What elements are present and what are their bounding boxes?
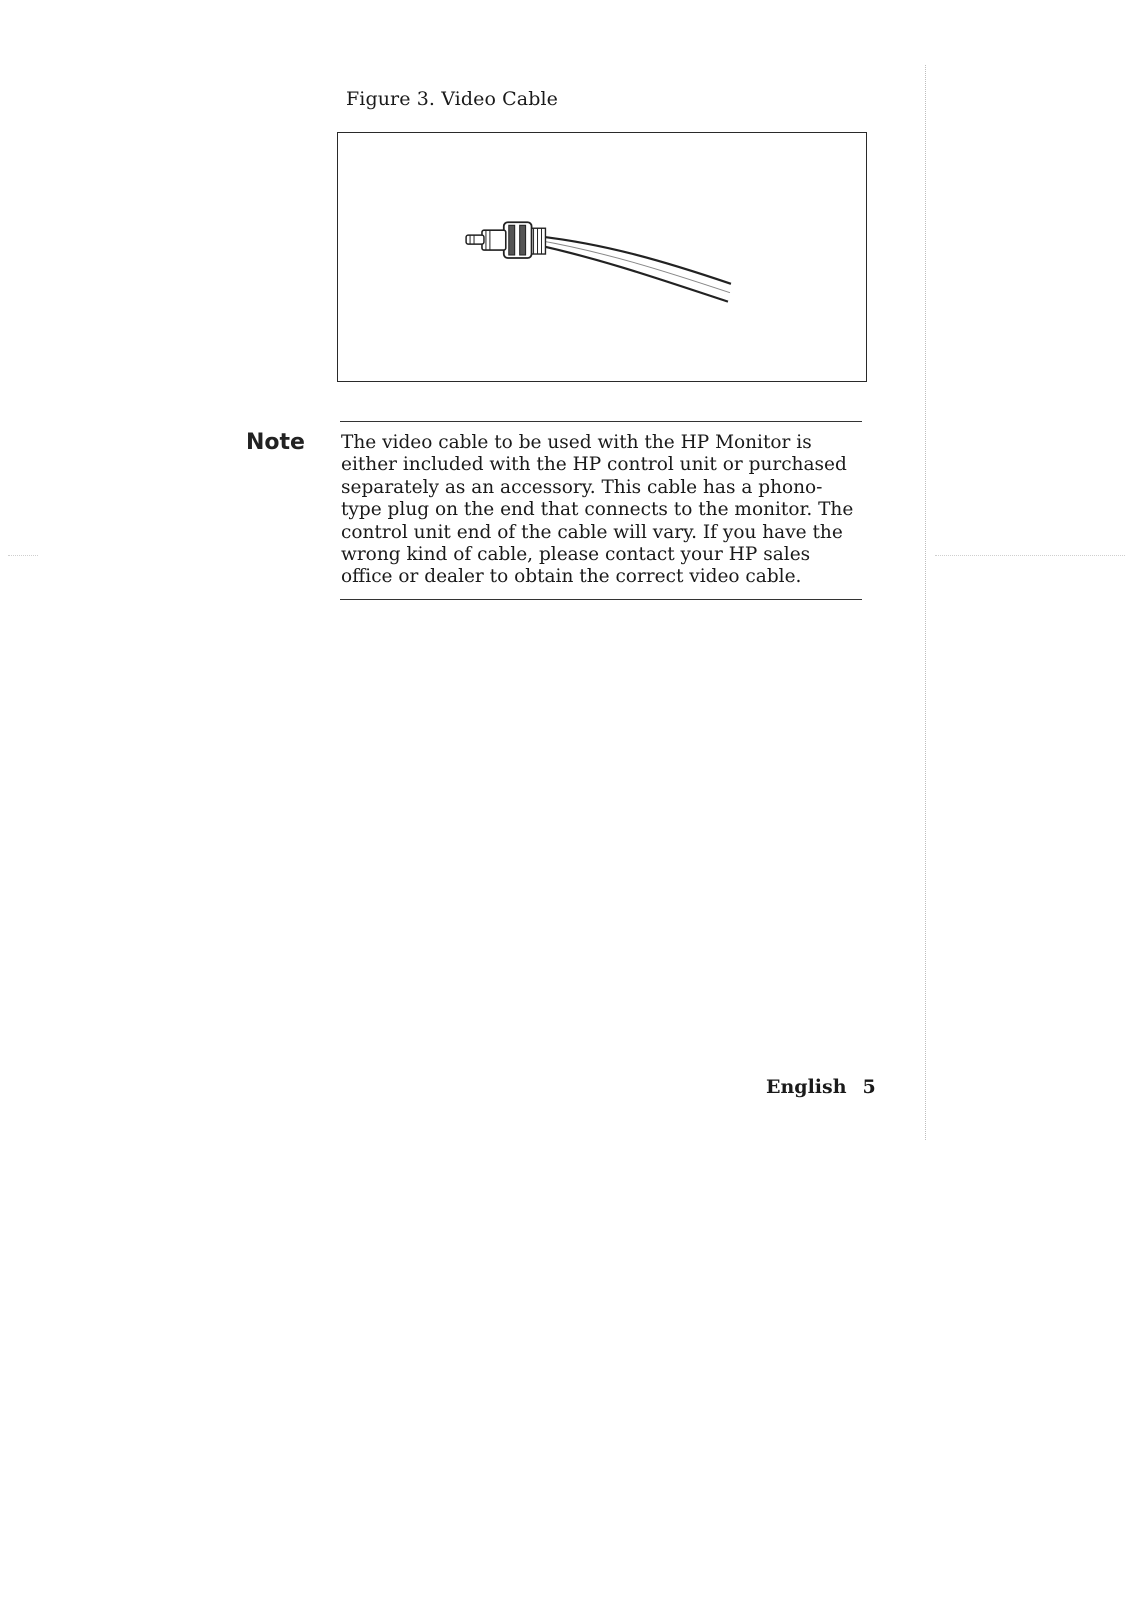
- page-number: 5: [862, 1076, 876, 1098]
- note-bottom-rule: [340, 599, 862, 600]
- footer-language: English: [766, 1076, 847, 1098]
- page-edge: [925, 65, 926, 1140]
- note-text: The video cable to be used with the HP Monitor is either included with the HP control unit or purchased separately as an accessory. This cable has a phono-type plug on the end that connects to the monitor. The control unit end of the cable will vary. If you have the wrong kind of cable, please contact your HP sales office or dealer to obtain the correct video cable.: [341, 432, 854, 588]
- video-cable-icon: [338, 133, 866, 381]
- figure-frame: [337, 132, 867, 382]
- scan-artifact: [935, 555, 1125, 556]
- scan-artifact: [8, 555, 38, 556]
- note-top-rule: [340, 421, 862, 422]
- page-footer: [766, 1076, 876, 1098]
- note-label: Note: [246, 430, 305, 455]
- figure-caption: Figure 3. Video Cable: [346, 88, 558, 110]
